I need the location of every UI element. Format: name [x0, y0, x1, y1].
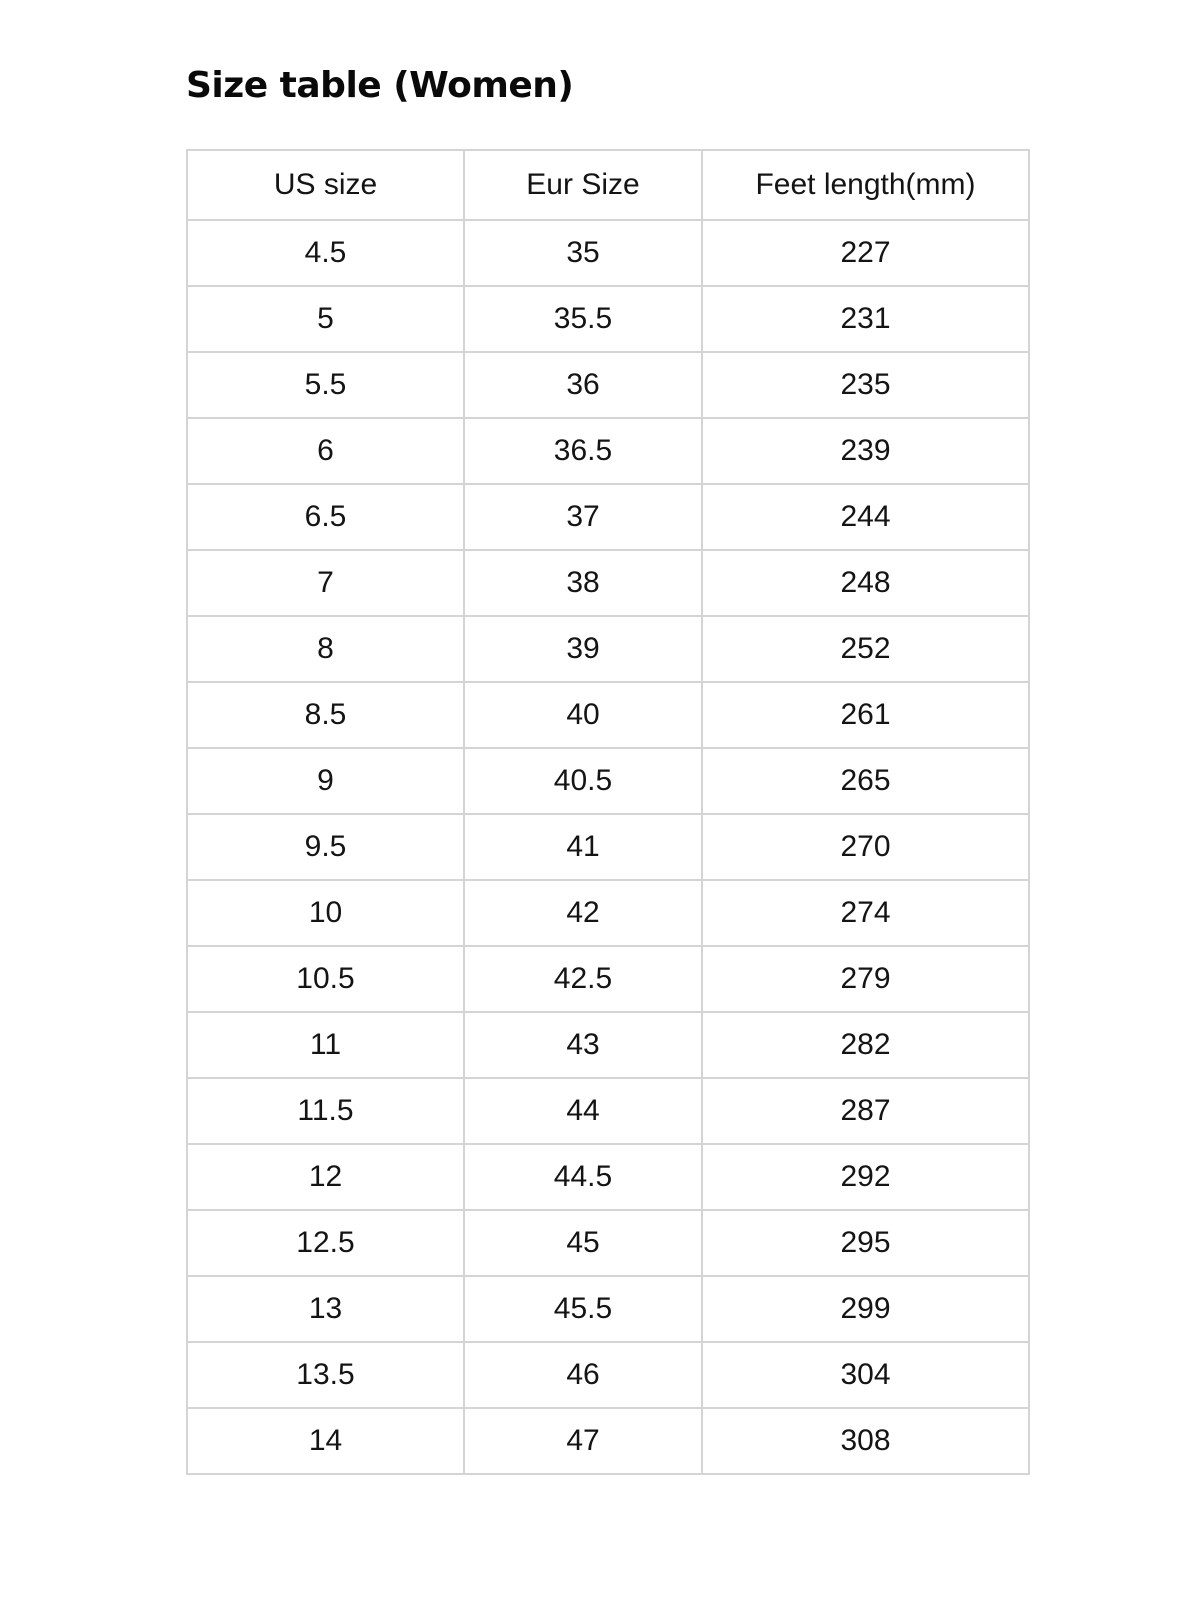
table-row	[187, 682, 1029, 748]
table-row	[187, 484, 1029, 550]
us-size-cell: 14	[187, 1408, 464, 1474]
feet-length-cell: 239	[702, 418, 1029, 484]
table-row	[187, 814, 1029, 880]
table-body	[187, 220, 1029, 1474]
us-size-cell: 4.5	[187, 220, 464, 286]
us-size-cell: 5	[187, 286, 464, 352]
us-size-cell: 5.5	[187, 352, 464, 418]
us-size-cell: 13.5	[187, 1342, 464, 1408]
us-size-cell: 13	[187, 1276, 464, 1342]
eur-size-cell: 43	[464, 1012, 702, 1078]
eur-size-cell: 47	[464, 1408, 702, 1474]
feet-length-cell: 270	[702, 814, 1029, 880]
eur-size-cell: 40	[464, 682, 702, 748]
feet-length-cell: 279	[702, 946, 1029, 1012]
us-size-cell: 6.5	[187, 484, 464, 550]
eur-size-cell: 36	[464, 352, 702, 418]
us-size-cell: 9.5	[187, 814, 464, 880]
eur-size-cell: 36.5	[464, 418, 702, 484]
us-size-cell: 9	[187, 748, 464, 814]
eur-size-cell: 42	[464, 880, 702, 946]
feet-length-cell: 248	[702, 550, 1029, 616]
eur-size-cell: 46	[464, 1342, 702, 1408]
eur-size-cell: 45	[464, 1210, 702, 1276]
page-title: Size table (Women)	[186, 65, 574, 106]
table-row	[187, 352, 1029, 418]
feet-length-cell: 227	[702, 220, 1029, 286]
feet-length-cell: 295	[702, 1210, 1029, 1276]
table-row	[187, 220, 1029, 286]
table-header	[187, 150, 1029, 220]
feet-length-cell: 287	[702, 1078, 1029, 1144]
eur-size-cell: 39	[464, 616, 702, 682]
us-size-cell: 12.5	[187, 1210, 464, 1276]
feet-length-cell: 235	[702, 352, 1029, 418]
eur-size-cell: 40.5	[464, 748, 702, 814]
us-size-cell: 6	[187, 418, 464, 484]
eur-size-cell: 41	[464, 814, 702, 880]
feet-length-cell: 308	[702, 1408, 1029, 1474]
eur-size-cell: 42.5	[464, 946, 702, 1012]
feet-length-cell: 244	[702, 484, 1029, 550]
table-row	[187, 880, 1029, 946]
table-row	[187, 1210, 1029, 1276]
eur-size-cell: 38	[464, 550, 702, 616]
table-row	[187, 286, 1029, 352]
eur-size-cell: 45.5	[464, 1276, 702, 1342]
table-row	[187, 550, 1029, 616]
size-table	[186, 149, 1030, 1475]
feet-length-cell: 304	[702, 1342, 1029, 1408]
table-row	[187, 1408, 1029, 1474]
feet-length-cell: 282	[702, 1012, 1029, 1078]
table-header-row	[187, 150, 1029, 220]
feet-length-cell: 292	[702, 1144, 1029, 1210]
us-size-cell: 8	[187, 616, 464, 682]
column-header-feet-length: Feet length(mm)	[702, 150, 1029, 220]
eur-size-cell: 44.5	[464, 1144, 702, 1210]
table-row	[187, 748, 1029, 814]
feet-length-cell: 299	[702, 1276, 1029, 1342]
table-row	[187, 1144, 1029, 1210]
eur-size-cell: 37	[464, 484, 702, 550]
eur-size-cell: 44	[464, 1078, 702, 1144]
feet-length-cell: 252	[702, 616, 1029, 682]
us-size-cell: 12	[187, 1144, 464, 1210]
table-row	[187, 1276, 1029, 1342]
table-row	[187, 946, 1029, 1012]
column-header-us-size: US size	[187, 150, 464, 220]
table-row	[187, 1012, 1029, 1078]
table-row	[187, 616, 1029, 682]
us-size-cell: 7	[187, 550, 464, 616]
us-size-cell: 10	[187, 880, 464, 946]
eur-size-cell: 35	[464, 220, 702, 286]
table-row	[187, 418, 1029, 484]
eur-size-cell: 35.5	[464, 286, 702, 352]
table-row	[187, 1078, 1029, 1144]
us-size-cell: 8.5	[187, 682, 464, 748]
us-size-cell: 10.5	[187, 946, 464, 1012]
column-header-eur-size: Eur Size	[464, 150, 702, 220]
feet-length-cell: 265	[702, 748, 1029, 814]
feet-length-cell: 261	[702, 682, 1029, 748]
us-size-cell: 11	[187, 1012, 464, 1078]
feet-length-cell: 231	[702, 286, 1029, 352]
feet-length-cell: 274	[702, 880, 1029, 946]
table-row	[187, 1342, 1029, 1408]
us-size-cell: 11.5	[187, 1078, 464, 1144]
